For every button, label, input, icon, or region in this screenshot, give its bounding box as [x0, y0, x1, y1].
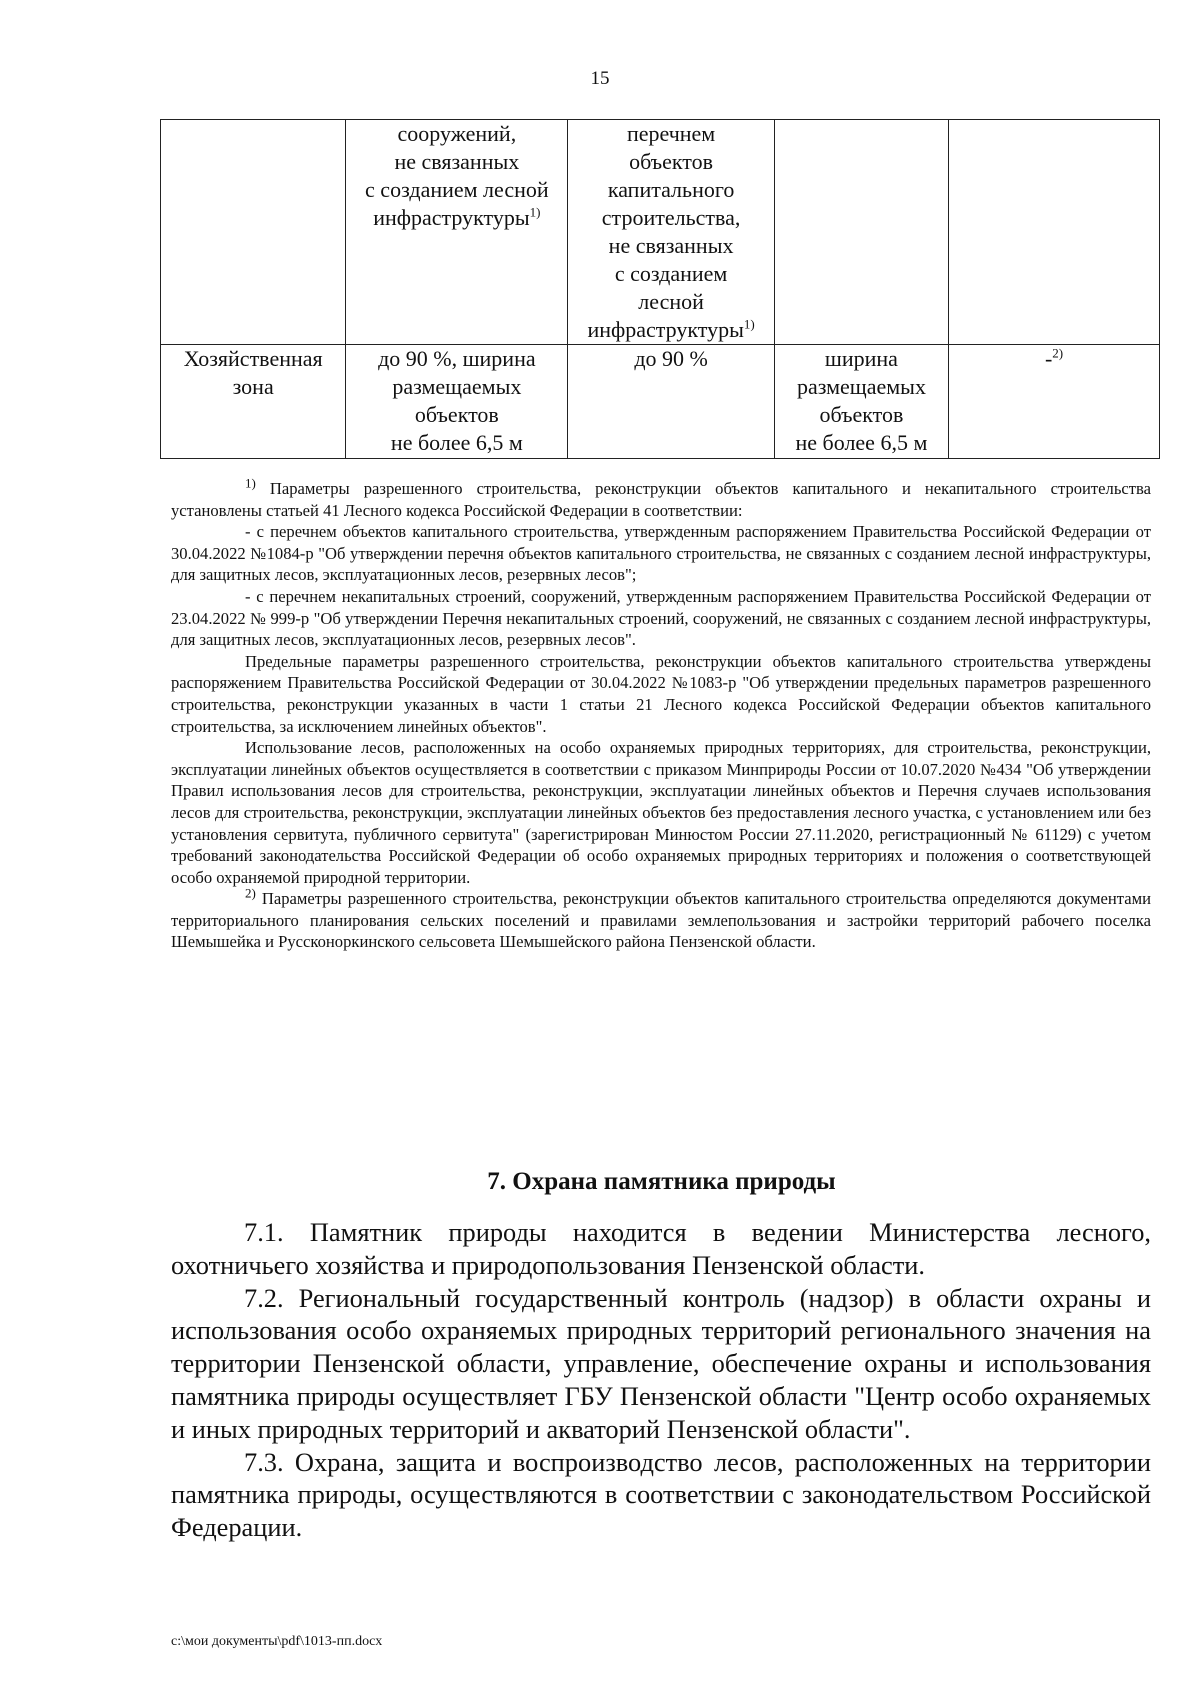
footnote-paragraph: - с перечнем объектов капитального строительства, утвержденным распоряжением Правительства Российской Федерации от 30.04.2022 №1084-р "Об утверждении перечня объектов капитального строительства, не связанных с созданием лесной инфраструктуры, для защитных лесов, эксплуатационных лесов, резервных лесов"; [171, 522, 1151, 585]
footnote-1: $^{1)}$ Параметры разрешенного строительства, реконструкции объектов капитального и некапитального строительства установлены статьей 41 Лесного кодекса Российской Федерации в соответствии: [171, 475, 1151, 520]
table-cell: сооружений, не связанных с созданием лесной инфраструктуры$^{1)}$ [346, 120, 568, 345]
page-number: 15 [590, 68, 610, 89]
section-title: 7. Охрана памятника природы [487, 1168, 836, 1195]
table-cell [774, 120, 948, 345]
table-row [161, 345, 1160, 459]
footnote-marker: 2) [245, 885, 256, 901]
footnote-2: $^{2)}$ Параметры разрешенного строительства, реконструкции объектов капитального строительства определяются документами территориального планирования сельских поселений и правилами землепользования и застройки территорий рабочего поселка Шемышейка и Руссконоркинского сельсовета Шемышейского района Пензенской области. [171, 885, 1151, 952]
table-cell [949, 120, 1160, 345]
table-cell: перечнем объектов капитального строительства, не связанных с созданием лесной инфраструктуры$^{1)}$ [568, 120, 774, 345]
footnotes [171, 475, 1151, 953]
parameters-table [160, 119, 1160, 459]
table-row [161, 120, 1160, 345]
footnote-marker: 1) [245, 475, 256, 491]
section-paragraph: 7.1. Памятник природы находится в ведении Министерства лесного, охотничьего хозяйства и природопользования Пензенской области. [171, 1217, 1151, 1280]
footnote-marker: 1) [529, 204, 541, 220]
table-cell: -$^{2)}$ [949, 345, 1160, 459]
table-cell: ширина размещаемых объектов не более 6,5 м [774, 345, 948, 459]
table-cell: Хозяйственная зона [161, 345, 346, 459]
table-cell: до 90 % [568, 345, 774, 459]
table-cell [161, 120, 346, 345]
footer-file-path: c:\мои документы\pdf\1013-пп.docx [171, 1634, 383, 1649]
footnote-paragraph: Использование лесов, расположенных на особо охраняемых природных территориях, для строительства, реконструкции, эксплуатации линейных объектов осуществляется в соответствии с приказом Минприроды России от 10.07.2020 №434 "Об утверждении Правил использования лесов для строительства, реконструкции, эксплуатации линейных объектов и Перечня случаев использования лесов для строительства, реконструкции, эксплуатации линейных объектов без предоставления лесного участка, с установлением или без установления сервитута, публичного сервитута" (зарегистрирован Минюстом России 27.11.2020, регистрационный № 61129) с учетом требований законодательства Российской Федерации об особо охраняемых природных территориях и положения о соответствующей особо охраняемой природной территории. [171, 738, 1151, 887]
footnote-paragraph: - с перечнем некапитальных строений, сооружений, утвержденным распоряжением Правительства Российской Федерации от 23.04.2022 № 999-р "Об утверждении Перечня некапитальных строений, сооружений, не связанных с созданием лесной инфраструктуры, для защитных лесов, эксплуатационных лесов, резервных лесов". [171, 586, 1151, 650]
footnote-paragraph: Предельные параметры разрешенного строительства, реконструкции объектов капитального строительства утверждены распоряжением Правительства Российской Федерации от 30.04.2022 №1083-р "Об утверждении предельных параметров разрешенного строительства, реконструкции указанных в части 1 статьи 21 Лесного кодекса Российской Федерации объектов капитального строительства, за исключением линейных объектов". [171, 651, 1151, 736]
footnote-marker: 1) [743, 316, 755, 332]
section-paragraph: 7.3. Охрана, защита и воспроизводство лесов, расположенных на территории памятника природы, осуществляются в соответствии с законодательством Российской Федерации. [171, 1446, 1151, 1543]
section-body [171, 1216, 1151, 1544]
footnote-marker: 2) [1052, 345, 1064, 361]
section-paragraph: 7.2. Региональный государственный контроль (надзор) в области охраны и использования особо охраняемых природных территорий регионального значения на территории Пензенской области, управление, обеспечение охраны и использования памятника природы осуществляет ГБУ Пензенской области "Центр особо охраняемых и иных природных территорий и акваторий Пензенской области". [171, 1282, 1151, 1444]
table-cell: до 90 %, ширина размещаемых объектов не более 6,5 м [346, 345, 568, 459]
